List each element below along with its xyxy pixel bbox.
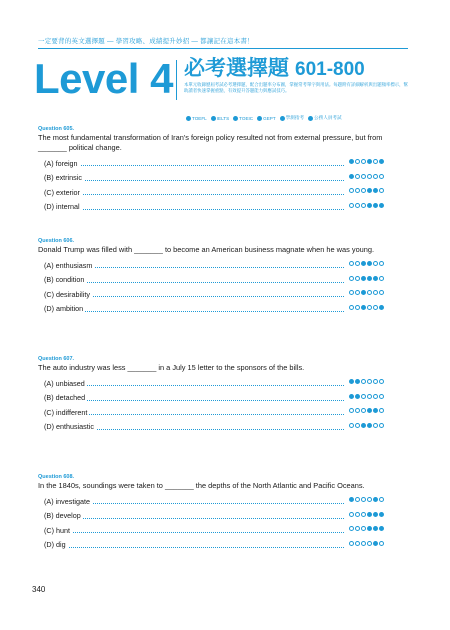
leader-line — [44, 532, 344, 533]
empty-frequency-dot-icon — [355, 203, 360, 208]
empty-frequency-dot-icon — [367, 379, 372, 384]
legend-dot-icon — [308, 116, 313, 121]
leader-line — [44, 180, 344, 181]
empty-frequency-dot-icon — [373, 305, 378, 310]
frequency-dots — [347, 541, 384, 546]
empty-frequency-dot-icon — [349, 526, 354, 531]
option-label: (B) extrinsic — [38, 173, 84, 182]
legend-item: TOEIC — [233, 115, 253, 121]
heading-divider — [176, 60, 177, 100]
filled-frequency-dot-icon — [367, 188, 372, 193]
option-label: (C) indifferent — [38, 408, 89, 417]
empty-frequency-dot-icon — [361, 159, 366, 164]
answer-option[interactable] — [38, 171, 384, 186]
answer-option[interactable] — [38, 376, 384, 391]
empty-frequency-dot-icon — [361, 394, 366, 399]
answer-option[interactable] — [38, 287, 384, 302]
empty-frequency-dot-icon — [379, 541, 384, 546]
leader-line — [44, 547, 344, 548]
empty-frequency-dot-icon — [361, 512, 366, 517]
level-heading: Level 4 — [34, 55, 173, 102]
question-stem: Donald Trump was filled with _______ to become an American business magnate when he was young. — [38, 245, 375, 254]
question-range: 601-800 — [295, 59, 365, 80]
section-description: 本單元收錄歷屆考試必考選擇題，配合出題率分布圖，掌握常考單字與用法。每題附有詳細解析與出題頻率標示，幫助讀者快速掌握重點，有效提升答題能力與應試技巧。 — [184, 82, 408, 93]
frequency-dots — [347, 497, 384, 502]
option-label: (D) enthusiastic — [38, 422, 96, 431]
question-block — [38, 474, 384, 552]
option-label: (D) ambition — [38, 304, 85, 313]
option-label: (A) foreign — [38, 159, 80, 168]
empty-frequency-dot-icon — [373, 261, 378, 266]
filled-frequency-dot-icon — [367, 526, 372, 531]
frequency-dots — [347, 394, 384, 399]
question-block — [38, 238, 384, 316]
option-label: (D) internal — [38, 202, 82, 211]
empty-frequency-dot-icon — [355, 159, 360, 164]
empty-frequency-dot-icon — [361, 203, 366, 208]
empty-frequency-dot-icon — [361, 541, 366, 546]
filled-frequency-dot-icon — [379, 305, 384, 310]
filled-frequency-dot-icon — [361, 423, 366, 428]
legend-item: IELTS — [211, 115, 229, 121]
leader-line — [44, 311, 344, 312]
frequency-dots — [347, 290, 384, 295]
filled-frequency-dot-icon — [361, 305, 366, 310]
option-list — [38, 258, 384, 316]
option-list — [38, 376, 384, 434]
frequency-dots — [347, 379, 384, 384]
filled-frequency-dot-icon — [361, 276, 366, 281]
answer-option[interactable] — [38, 200, 384, 215]
empty-frequency-dot-icon — [349, 305, 354, 310]
empty-frequency-dot-icon — [367, 394, 372, 399]
empty-frequency-dot-icon — [355, 174, 360, 179]
option-label: (B) detached — [38, 393, 87, 402]
answer-option[interactable] — [38, 185, 384, 200]
legend-item: 學測指考 — [280, 115, 304, 121]
empty-frequency-dot-icon — [367, 497, 372, 502]
empty-frequency-dot-icon — [361, 526, 366, 531]
filled-frequency-dot-icon — [373, 276, 378, 281]
empty-frequency-dot-icon — [379, 261, 384, 266]
question-number: Question 608. — [38, 474, 75, 480]
empty-frequency-dot-icon — [349, 512, 354, 517]
filled-frequency-dot-icon — [361, 261, 366, 266]
question-stem: In the 1840s, soundings were taken to _______ the depths of the North Atlantic and Pacific Oceans. — [38, 481, 365, 490]
answer-option[interactable] — [38, 538, 384, 553]
filled-frequency-dot-icon — [367, 408, 372, 413]
option-label: (A) enthusiasm — [38, 261, 94, 270]
empty-frequency-dot-icon — [373, 174, 378, 179]
empty-frequency-dot-icon — [379, 290, 384, 295]
answer-option[interactable] — [38, 523, 384, 538]
legend-dot-icon — [280, 116, 285, 121]
answer-option[interactable] — [38, 420, 384, 435]
empty-frequency-dot-icon — [349, 541, 354, 546]
empty-frequency-dot-icon — [367, 174, 372, 179]
legend-dot-icon — [257, 116, 262, 121]
empty-frequency-dot-icon — [367, 305, 372, 310]
filled-frequency-dot-icon — [367, 203, 372, 208]
filled-frequency-dot-icon — [379, 512, 384, 517]
empty-frequency-dot-icon — [355, 408, 360, 413]
filled-frequency-dot-icon — [349, 394, 354, 399]
filled-frequency-dot-icon — [373, 497, 378, 502]
frequency-dots — [347, 305, 384, 310]
empty-frequency-dot-icon — [355, 541, 360, 546]
empty-frequency-dot-icon — [367, 290, 372, 295]
empty-frequency-dot-icon — [379, 188, 384, 193]
option-label: (A) investigate — [38, 497, 92, 506]
leader-line — [44, 282, 344, 283]
filled-frequency-dot-icon — [355, 394, 360, 399]
frequency-dots — [347, 423, 384, 428]
answer-option[interactable] — [38, 156, 384, 171]
answer-option[interactable] — [38, 258, 384, 273]
empty-frequency-dot-icon — [349, 261, 354, 266]
option-list — [38, 156, 384, 214]
frequency-dots — [347, 276, 384, 281]
filled-frequency-dot-icon — [361, 290, 366, 295]
empty-frequency-dot-icon — [373, 423, 378, 428]
empty-frequency-dot-icon — [349, 188, 354, 193]
empty-frequency-dot-icon — [373, 290, 378, 295]
filled-frequency-dot-icon — [379, 526, 384, 531]
empty-frequency-dot-icon — [355, 305, 360, 310]
empty-frequency-dot-icon — [379, 408, 384, 413]
question-number: Question 607. — [38, 356, 75, 362]
empty-frequency-dot-icon — [361, 408, 366, 413]
question-block — [38, 356, 384, 434]
leader-line — [44, 518, 344, 519]
empty-frequency-dot-icon — [379, 423, 384, 428]
leader-line — [44, 165, 344, 166]
option-label: (D) dig — [38, 540, 68, 549]
filled-frequency-dot-icon — [373, 203, 378, 208]
empty-frequency-dot-icon — [379, 174, 384, 179]
empty-frequency-dot-icon — [361, 174, 366, 179]
filled-frequency-dot-icon — [349, 497, 354, 502]
frequency-dots — [347, 526, 384, 531]
empty-frequency-dot-icon — [361, 379, 366, 384]
legend-dot-icon — [233, 116, 238, 121]
frequency-dots — [347, 203, 384, 208]
legend-item: GEPT — [257, 115, 276, 121]
question-block — [38, 126, 384, 214]
empty-frequency-dot-icon — [361, 497, 366, 502]
answer-option[interactable] — [38, 273, 384, 288]
frequency-dots — [347, 512, 384, 517]
filled-frequency-dot-icon — [373, 512, 378, 517]
filled-frequency-dot-icon — [367, 423, 372, 428]
answer-option[interactable] — [38, 509, 384, 524]
frequency-dots — [347, 261, 384, 266]
empty-frequency-dot-icon — [373, 379, 378, 384]
empty-frequency-dot-icon — [373, 394, 378, 399]
empty-frequency-dot-icon — [349, 203, 354, 208]
question-stem: The most fundamental transformation of Iran's foreign policy resulted not from external pressure, but from _______ political change. — [38, 133, 383, 152]
filled-frequency-dot-icon — [367, 261, 372, 266]
empty-frequency-dot-icon — [355, 261, 360, 266]
filled-frequency-dot-icon — [349, 159, 354, 164]
filled-frequency-dot-icon — [379, 159, 384, 164]
exam-legend — [186, 115, 342, 121]
top-rule — [38, 48, 408, 49]
filled-frequency-dot-icon — [373, 408, 378, 413]
empty-frequency-dot-icon — [355, 512, 360, 517]
empty-frequency-dot-icon — [349, 408, 354, 413]
question-number: Question 606. — [38, 238, 75, 244]
empty-frequency-dot-icon — [355, 423, 360, 428]
empty-frequency-dot-icon — [349, 276, 354, 281]
empty-frequency-dot-icon — [355, 188, 360, 193]
filled-frequency-dot-icon — [379, 203, 384, 208]
empty-frequency-dot-icon — [379, 276, 384, 281]
section-title — [184, 58, 365, 79]
leader-line — [44, 400, 344, 401]
option-label: (B) condition — [38, 275, 86, 284]
empty-frequency-dot-icon — [379, 379, 384, 384]
legend-item: 公務人員考試 — [308, 115, 342, 121]
frequency-dots — [347, 174, 384, 179]
page-number: 340 — [32, 585, 46, 594]
legend-dot-icon — [211, 116, 216, 121]
empty-frequency-dot-icon — [379, 497, 384, 502]
legend-item: TOEFL — [186, 115, 207, 121]
filled-frequency-dot-icon — [367, 159, 372, 164]
option-label: (C) desirability — [38, 290, 92, 299]
empty-frequency-dot-icon — [355, 497, 360, 502]
question-stem: The auto industry was less _______ in a July 15 letter to the sponsors of the bills. — [38, 363, 305, 372]
empty-frequency-dot-icon — [355, 276, 360, 281]
frequency-dots — [347, 159, 384, 164]
empty-frequency-dot-icon — [361, 188, 366, 193]
leader-line — [44, 194, 344, 195]
option-label: (C) hunt — [38, 526, 72, 535]
answer-option[interactable] — [38, 391, 384, 406]
frequency-dots — [347, 188, 384, 193]
filled-frequency-dot-icon — [373, 526, 378, 531]
empty-frequency-dot-icon — [355, 290, 360, 295]
answer-option[interactable] — [38, 494, 384, 509]
leader-line — [44, 385, 344, 386]
question-number: Question 605. — [38, 126, 75, 132]
legend-dot-icon — [186, 116, 191, 121]
option-label: (C) exterior — [38, 188, 82, 197]
option-label: (B) develop — [38, 511, 83, 520]
empty-frequency-dot-icon — [355, 526, 360, 531]
top-tagline: 一定要背的英文選擇題 — 學習攻略、成績提升妙招 — 都讓記在這本書！ — [38, 38, 254, 45]
option-list — [38, 494, 384, 552]
filled-frequency-dot-icon — [373, 541, 378, 546]
filled-frequency-dot-icon — [349, 379, 354, 384]
answer-option[interactable] — [38, 405, 384, 420]
section-title-text: 必考選擇題 — [184, 57, 289, 80]
empty-frequency-dot-icon — [349, 423, 354, 428]
option-label: (A) unbiased — [38, 379, 87, 388]
answer-option[interactable] — [38, 302, 384, 317]
filled-frequency-dot-icon — [367, 276, 372, 281]
filled-frequency-dot-icon — [373, 188, 378, 193]
filled-frequency-dot-icon — [367, 512, 372, 517]
frequency-dots — [347, 408, 384, 413]
empty-frequency-dot-icon — [367, 541, 372, 546]
filled-frequency-dot-icon — [355, 379, 360, 384]
empty-frequency-dot-icon — [349, 290, 354, 295]
filled-frequency-dot-icon — [349, 174, 354, 179]
leader-line — [44, 209, 344, 210]
empty-frequency-dot-icon — [373, 159, 378, 164]
empty-frequency-dot-icon — [379, 394, 384, 399]
